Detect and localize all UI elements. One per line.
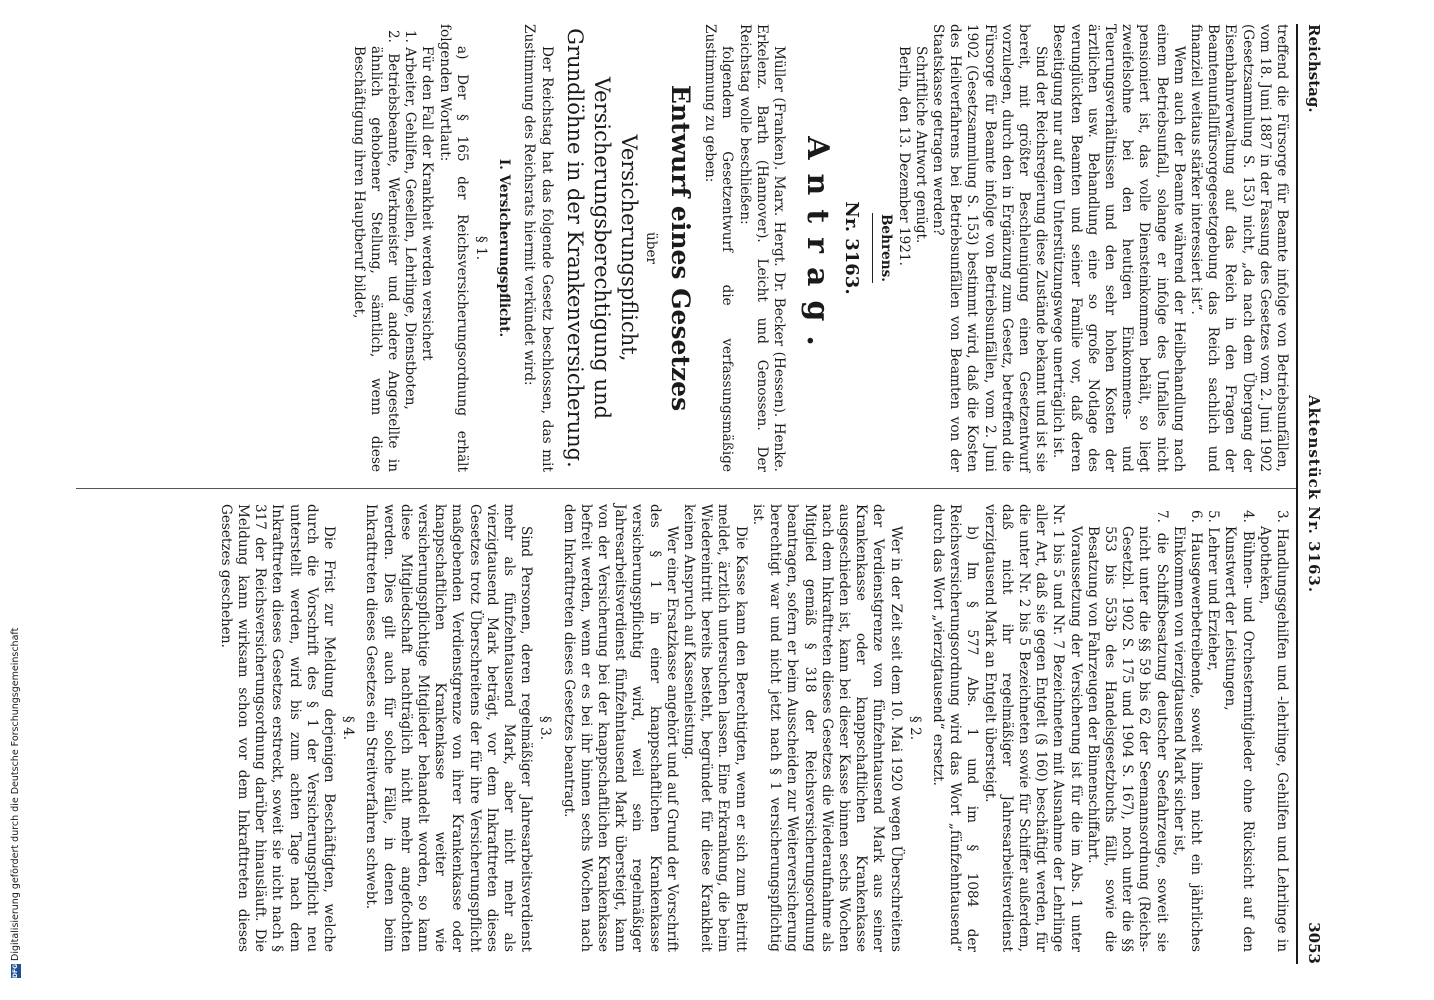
left-column — [349, 24, 1290, 472]
section-3-heading: § 3. — [537, 715, 554, 741]
dfg-logo-icon: DFG — [11, 963, 19, 978]
section-4-text: Die Frist zur Meldung derjenigen Beschäftigten, welche durch die Vorschrift des § 1 der Versicherungspflicht neu unterstellt werden, wird bis zum achten Tage nach dem Inkrafttreten dieses Gesetzes erstreckt, soweit sie nicht nach § 317 der Reichsversicherungsordnung darüber hinausläuft. Die Meldung kann wirksam schon vor dem Inkrafttreten dieses Gesetzes geschehen. — [217, 504, 338, 952]
enactment-clause: Der Reichstag hat das folgende Gesetz beschlossen, das mit Zustimmung des Reichsrats hiermit verkündet wird: — [521, 24, 555, 472]
header-rule — [1296, 24, 1298, 964]
rotated-page — [66, 24, 1326, 964]
voraussetzung-paragraph: Voraussetzung der Versicherung ist für die im Abs. 1 unter Nr. 1 bis 5 und Nr. 7 Bezeichneten mit Ausnahme der Lehrlinge aller Art, daß sie gegen Entgelt (§ 160) beschäftigt werden, für die unter Nr. 2 bis 5 Bezeichneten sowie für Schiffer außerdem, daß nicht ihr regelmäßiger Jahresarbeitsverdienst vierzigtausend Mark an Entgelt übersteigt. — [981, 504, 1084, 952]
footer-credit — [10, 0, 24, 978]
header-left: Reichstag. — [1305, 24, 1323, 113]
section-1-a: a) Der § 165 der Reichsversicherungsordnung erhält folgenden Wortlaut: — [436, 24, 470, 472]
section-3-text: Sind Personen, deren regelmäßiger Jahresarbeitsverdienst mehr als fünfzehntausend Mark, aber nicht mehr als vierzigtausend Mark beträgt, vor dem Inkrafttreten dieses Gesetzes trotz Überschreitens der für ihre Versicherungspflicht maßgebenden Verdienstgrenze von ihrer Krankenkasse oder knappschaftlichen Krankenkasse weiter wie versicherungspflichtige Mitglieder behandelt worden, so kann diese Mitgliedschaft nachträglich nicht mehr angefochten werden. Dies gilt auch für solche Fälle, in denen beim Inkrafttreten dieses Gesetzes ein Streitverfahren schwebt. — [363, 504, 535, 952]
resolution: folgendem Gesetzentwurf die verfassungsmäßige Zustimmung zu geben: — [702, 24, 736, 472]
section-4-heading: § 4. — [340, 715, 357, 741]
page-header — [1300, 24, 1326, 964]
bill-subject: Versicherungspflicht, Versicherungsberechtigung und Grundlöhne in der Krankenversicherung. — [562, 28, 641, 468]
part-heading: I. Versicherungspflicht. — [496, 158, 513, 338]
intro-paragraph: treffend die Fürsorge für Beamte infolge von Betriebsunfällen, vom 18. Juni 1887 in der Fassung des Gesetzes vom 2. Juni 1902 (Gesetzsammlung S. 153) nicht, „da nach dem Übergang der Eisenbahnverwaltung auf das Reich in den Fragen der Beamtenunfallfürsorgegesetzgebung das Reich sachlich und finanziell weitaus stärker interessiert ist“. — [1187, 24, 1290, 472]
page-number: 3053 — [1305, 922, 1323, 964]
list-item: 2. Betriebsbeamte, Werkmeister und andere Angestellte in ähnlich gehobener Stellung, sämtlich, wenn diese Beschäftigung ihren Hauptberuf bildet, — [350, 30, 402, 472]
document-number: Nr. 3163. — [841, 201, 863, 295]
list-item: 4. Bühnen- und Orchestermitglieder ohne Rücksicht auf den Kunstwert der Leistungen, — [1222, 510, 1256, 952]
list-item: 7. die Schiffsbesatzung deutscher Seefahrzeuge, soweit sie nicht unter die §§ 59 bis 62 der Seemannsordnung (Reichs-Gesetzbl. 1902 S. 175 und 1904 S. 167), noch unter die §§ 553 bis 553b des Handelsgesetzbuchs fällt, sowie die Besatzung von Fahrzeugen der Binnenschiffahrt. — [1084, 510, 1170, 952]
antrag-title: Antrag. — [799, 136, 835, 360]
list-item: 1. Arbeiter, Gehilfen, Gesellen, Lehrlinge, Dienstboten, — [402, 30, 419, 410]
list-item: 5. Lehrer und Erzieher, — [1205, 510, 1222, 672]
bill-title: Entwurf eines Gesetzes — [665, 84, 695, 412]
list-item: 3. Handlungsgehilfen und -lehrlinge, Gehilfen und Lehrlinge in Apotheken, — [1256, 510, 1290, 952]
section-1-b: b) Im § 577 Abs. 1 und im § 1084 der Reichsversicherungsordnung wird das Wort „fünfzehntausend“ durch das Wort „vierzigtausend“ ersetzt. — [929, 504, 981, 952]
section-2-ersatz: Wer einer Ersatzkasse angehört und auf Grund der Vorschrift des § 1 in einer knappschaftlichen Krankenkasse versicherungspflichtig wird, weil sein regelmäßiger Jahresarbeitsverdienst fünfzehntausend Mark übersteigt, kann von der Versicherung bei der knappschaftlichen Krankenkasse befreit werden, wenn er es bei ihr binnen sechs Wochen nach dem Inkrafttreten dieses Gesetzes beantragt. — [560, 504, 680, 952]
section-2-kasse: Die Kasse kann den Berechtigten, wenn er sich zum Beitritt meldet, ärztlich untersuchen lassen. Eine Erkrankung, die beim Wiedereintritt bereits besteht, begründet für diese Krankheit keinen Anspruch auf Kassenleistung. — [681, 504, 749, 952]
date-line: Berlin, den 13. Dezember 1921. — [895, 46, 912, 266]
header-center: Aktenstück Nr. 3163. — [1305, 394, 1323, 594]
answer-note: Schriftliche Antwort genügt. — [912, 46, 929, 244]
list-item: 6. Hausgewerbetreibende, soweit ihnen nicht ein jährliches Einkommen von vierzigtausend Mark sicher ist, — [1170, 510, 1204, 952]
bill-ueber: über — [642, 232, 659, 264]
column-divider — [76, 488, 1296, 489]
signers-list: Müller (Franken). Marx. Hergt. Dr. Becker (Hessen). Henke. Erkelenz. Barth (Hannover). Leicht und Genossen. Der Reichstag wolle beschließen: — [736, 24, 787, 472]
paragraph-sind: Sind der Reichsregierung diese Zustände bekannt und ist sie bereit, mit größter Beschleunigung einen Gesetzentwurf vorzulegen, durch den in Ergänzung zum Gesetz, betreffend die Fürsorge für Beamte infolge von Betriebsunfällen, vom 2. Juni 1902 (Gesetzsammlung S. 153) bestimmt wird, daß die Kosten des Heilverfahrens bei Betriebsunfällen von Beamten von der Staatskasse getragen werden? — [929, 24, 1050, 472]
footer-text: Digitalisierung gefördert durch die Deutsche Forschungsgemeinschaft — [10, 627, 21, 961]
right-column — [217, 504, 1290, 952]
section-1-text: Für den Fall der Krankheit werden versichert — [419, 46, 436, 361]
section-2-heading: § 2. — [906, 715, 923, 741]
signer: Behrens. — [878, 213, 895, 283]
section-2-text: Wer in der Zeit seit dem 10. Mai 1920 wegen Überschreitens der Verdienstgrenze von fünfzehntausend Mark aus seiner Krankenkasse oder knappschaftlichen Krankenkasse ausgeschieden ist, kann bei dieser Kasse binnen sechs Wochen nach dem Inkrafttreten dieses Gesetzes die Wiederaufnahme als Mitglied gemäß § 318 der Reichsversicherungsordnung beantragen, sofern er beim Ausscheiden zur Weiterversicherung berechtigt war und nicht jetzt nach § 1 versicherungspflichtig ist. — [749, 504, 904, 952]
section-1-heading: § 1. — [473, 235, 490, 261]
paragraph-wenn: Wenn auch der Beamte während der Heilbehandlung nach einem Betriebsunfall, solange er infolge des Unfalles nicht pensioniert ist, das volle Diensteinkommen behält, so liegt zweifelsohne bei den heutigen Einkommens- und Teuerungsverhältnissen und den sehr hohen Kosten der ärztlichen usw. Behandlung eine so große Notlage des verunglückten Beamten und seiner Familie vor, daß deren Beseitigung nur auf dem Unterstützungswege unerträglich ist. — [1050, 24, 1187, 472]
separator — [872, 213, 873, 283]
